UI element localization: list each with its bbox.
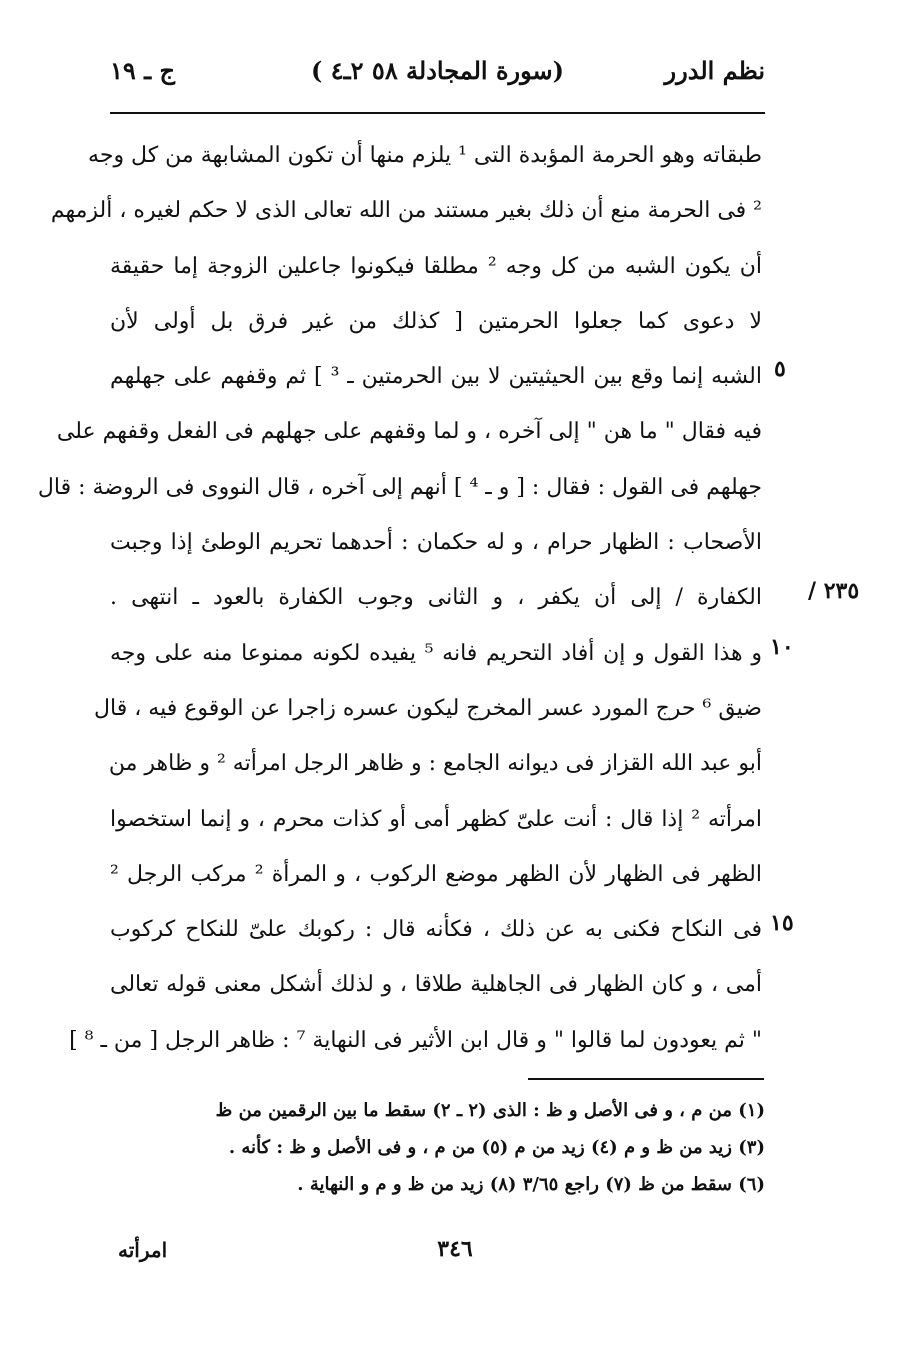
- page-number: ٣٤٦: [437, 1236, 473, 1262]
- text-line: أبو عبد الله القزاز فى ديوانه الجامع : و ظاهر الرجل امرأته ² و ظاهر من: [108, 751, 762, 777]
- line-number: ٥: [774, 356, 786, 382]
- catchword: امرأته: [118, 1238, 168, 1262]
- line-number: ١٠: [770, 634, 794, 660]
- volume-number: ج ـ ١٩: [110, 56, 176, 85]
- running-header: [110, 56, 765, 96]
- text-line: فى النكاح فكنى به عن ذلك ، فكأنه قال : ركوبك علىّ للنكاح كركوب: [110, 917, 762, 943]
- footnote-line: (٣) زيد من ظ و م (٤) زيد من م (٥) من م ، و فى الأصل و ظ : كأنه .: [228, 1137, 765, 1158]
- text-line: ضيق ⁶ حرج المورد عسر المخرج ليكون عسره زاجرا عن الوقوع فيه ، قال: [94, 695, 762, 721]
- margin-page-marker: ٢٣٥ /: [808, 578, 860, 604]
- main-text: [37, 128, 763, 1068]
- footnote-line: (٦) سقط من ظ (٧) راجع ٣/٦٥ (٨) زيد من ظ و م و النهاية .: [297, 1174, 765, 1195]
- text-line: أن يكون الشبه من كل وجه ² مطلقا فيكونوا جاعلين الزوجة إما حقيقة: [110, 253, 762, 279]
- surah-reference: (سورة المجادلة ٥٨ ٢ـ٤ ): [311, 56, 564, 85]
- text-line: و هذا القول و إن أفاد التحريم فانه ⁵ يفيده لكونه ممنوعا منه على وجه: [110, 640, 762, 666]
- text-line: الشبه إنما وقع بين الحيثيتين لا بين الحرمتين ـ ³ ] ثم وقفهم على جهلهم: [110, 364, 762, 390]
- text-line: الأصحاب : الظهار حرام ، و له حكمان : أحدهما تحريم الوطئ إذا وجبت: [110, 530, 762, 556]
- text-line: ² فى الحرمة منع أن ذلك بغير مستند من الله تعالى الذى لا حكم لغيره ، ألزمهم: [50, 198, 762, 224]
- footnote-line: (١) من م ، و فى الأصل و ظ : الذى (٢ ـ ٢) سقط ما بين الرقمين من ظ: [215, 1100, 765, 1121]
- text-line: امرأته ² إذا قال : أنت علىّ كظهر أمى أو كذات محرم ، و إنما استخصوا: [110, 806, 763, 832]
- line-number: ١٥: [770, 910, 794, 936]
- text-line: أمى ، و كان الظهار فى الجاهلية طلاقا ، و لذلك أشكل معنى قوله تعالى: [110, 972, 762, 998]
- text-line: لا دعوى كما جعلوا الحرمتين [ كذلك من غير فرق بل أولى لأن: [110, 308, 762, 334]
- text-line: فيه فقال " ما هن " إلى آخره ، و لما وقفهم على جهلهم فى الفعل وقفهم على: [56, 419, 762, 445]
- book-title: نظم الدرر: [664, 56, 765, 85]
- text-line: الكفارة / إلى أن يكفر ، و الثانى وجوب الكفارة بالعود ـ انتهى .: [110, 585, 762, 611]
- text-line: جهلهم فى القول : فقال : [ و ـ ⁴ ] أنهم إلى آخره ، قال النووى فى الروضة : قال: [37, 474, 762, 500]
- header-rule: [110, 112, 765, 114]
- text-line: الظهر فى الظهار لأن الظهر موضع الركوب ، و المرأة ² مركب الرجل ²: [110, 861, 762, 887]
- footnotes: [110, 1092, 765, 1203]
- footnote-rule: [528, 1078, 764, 1080]
- text-line: " ثم يعودون لما قالوا " و قال ابن الأثير فى النهاية ⁷ : ظاهر الرجل [ من ـ ⁸ ]: [69, 1027, 762, 1053]
- text-line: طبقاته وهو الحرمة المؤبدة التى ¹ يلزم منها أن تكون المشابهة من كل وجه: [88, 143, 762, 168]
